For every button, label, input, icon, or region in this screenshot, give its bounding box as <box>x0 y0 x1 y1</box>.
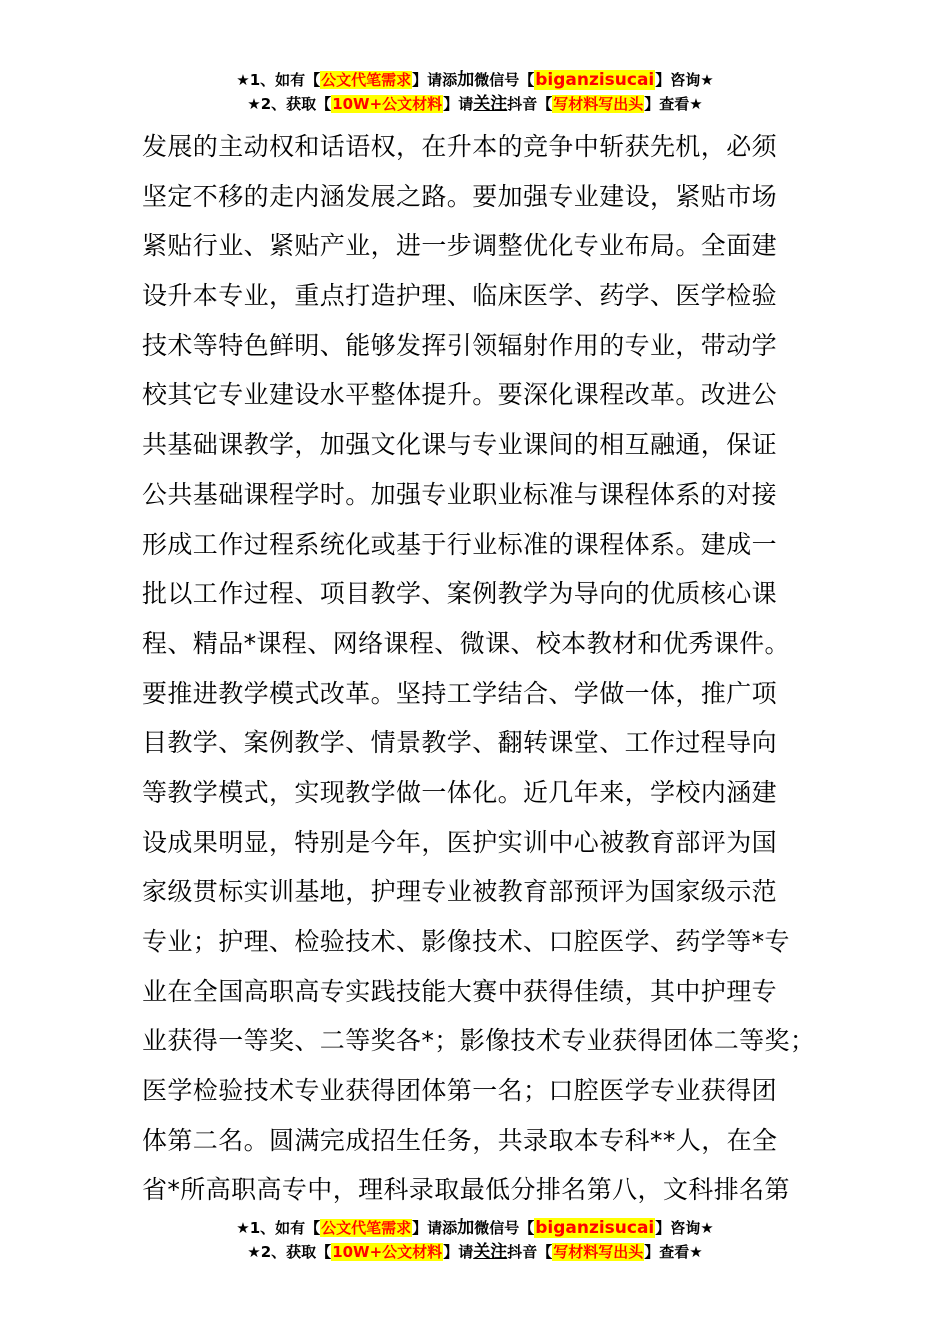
body-line: 等教学模式，实现教学做一体化。近几年来，学校内涵建 <box>142 777 778 807</box>
banner-line-1 <box>0 68 950 92</box>
banner-text: 抖音【 <box>507 95 553 113</box>
banner-text: ★1、如有【 <box>236 71 321 89</box>
banner-text: 】查看★ <box>644 95 703 113</box>
banner-line-2 <box>0 92 950 116</box>
document-body <box>142 122 822 1215</box>
banner-text-follow: 关注 <box>473 1242 508 1262</box>
banner-text: ★2、获取【 <box>247 1243 332 1261</box>
banner-highlight-ghostwriting: 公文代笔需求 <box>321 1219 412 1237</box>
banner-text: 微信号【 <box>474 71 535 89</box>
body-line: 省*所高职高专中，理科录取最低分排名第八，文科排名第 <box>142 1175 790 1205</box>
body-line: 专业；护理、检验技术、影像技术、口腔医学、药学等*专 <box>142 927 790 956</box>
banner-text: 】请添 <box>412 1219 458 1237</box>
header-banner <box>0 68 950 116</box>
banner-highlight-ghostwriting: 公文代笔需求 <box>321 71 412 89</box>
body-line: 校其它专业建设水平整体提升。要深化课程改革。改进公 <box>142 380 778 410</box>
banner-text: 】查看★ <box>644 1243 703 1261</box>
body-line: 批以工作过程、项目教学、案例教学为导向的优质核心课 <box>142 579 778 609</box>
body-line: 程、精品*课程、网络课程、微课、校本教材和优秀课件。 <box>142 628 790 658</box>
banner-highlight-douyin: 写材料写出头 <box>553 95 644 113</box>
banner-text-add: 加 <box>457 1218 475 1238</box>
body-line: 目教学、案例教学、情景教学、翻转课堂、工作过程导向 <box>142 728 778 758</box>
banner-text-add: 加 <box>457 70 475 90</box>
banner-text: 】请 <box>443 1243 474 1261</box>
footer-banner <box>0 1216 950 1264</box>
banner-text: 】请添 <box>412 71 458 89</box>
banner-highlight-materials: 10W+公文材料 <box>332 1243 443 1261</box>
banner-highlight-wechat-id: biganzisucai <box>535 1218 655 1238</box>
banner-text-follow: 关注 <box>473 94 508 114</box>
body-line: 共基础课教学，加强文化课与专业课间的相互融通，保证 <box>142 430 778 460</box>
body-line: 要推进教学模式改革。坚持工学结合、学做一体，推广项 <box>142 678 778 708</box>
banner-highlight-wechat-id: biganzisucai <box>535 70 655 90</box>
banner-text: 】请 <box>443 95 474 113</box>
banner-line-2 <box>0 1240 950 1264</box>
banner-highlight-douyin: 写材料写出头 <box>553 1243 644 1261</box>
body-line: 设升本专业，重点打造护理、临床医学、药学、医学检验 <box>142 281 778 311</box>
body-line: 紧贴行业、紧贴产业，进一步调整优化专业布局。全面建 <box>142 231 778 261</box>
body-line: 发展的主动权和话语权，在升本的竞争中斩获先机，必须 <box>142 132 778 161</box>
body-line: 形成工作过程系统化或基于行业标准的课程体系。建成一 <box>142 529 778 559</box>
banner-text: 抖音【 <box>507 1243 553 1261</box>
banner-text: ★1、如有【 <box>236 1219 321 1237</box>
banner-text: 微信号【 <box>474 1219 535 1237</box>
body-line: 公共基础课程学时。加强专业职业标准与课程体系的对接 <box>142 479 778 509</box>
banner-text: ★2、获取【 <box>247 95 332 113</box>
banner-highlight-materials: 10W+公文材料 <box>332 95 443 113</box>
banner-text: 】咨询★ <box>655 71 714 89</box>
body-line: 技术等特色鲜明、能够发挥引领辐射作用的专业，带动学 <box>142 330 778 360</box>
body-line: 体第二名。圆满完成招生任务，共录取本专科**人，在全 <box>142 1125 778 1155</box>
body-line: 坚定不移的走内涵发展之路。要加强专业建设，紧贴市场 <box>142 181 778 211</box>
body-line: 业在全国高职高专实践技能大赛中获得佳绩，其中护理专 <box>142 976 778 1006</box>
body-line: 设成果明显，特别是今年，医护实训中心被教育部评为国 <box>142 827 778 857</box>
body-line: 医学检验技术专业获得团体第一名；口腔医学专业获得团 <box>142 1076 778 1106</box>
body-line: 家级贯标实训基地，护理专业被教育部预评为国家级示范 <box>142 877 778 907</box>
banner-line-1 <box>0 1216 950 1240</box>
banner-text: 】咨询★ <box>655 1219 714 1237</box>
body-line: 业获得一等奖、二等奖各*；影像技术专业获得团体二等奖； <box>142 1026 816 1056</box>
